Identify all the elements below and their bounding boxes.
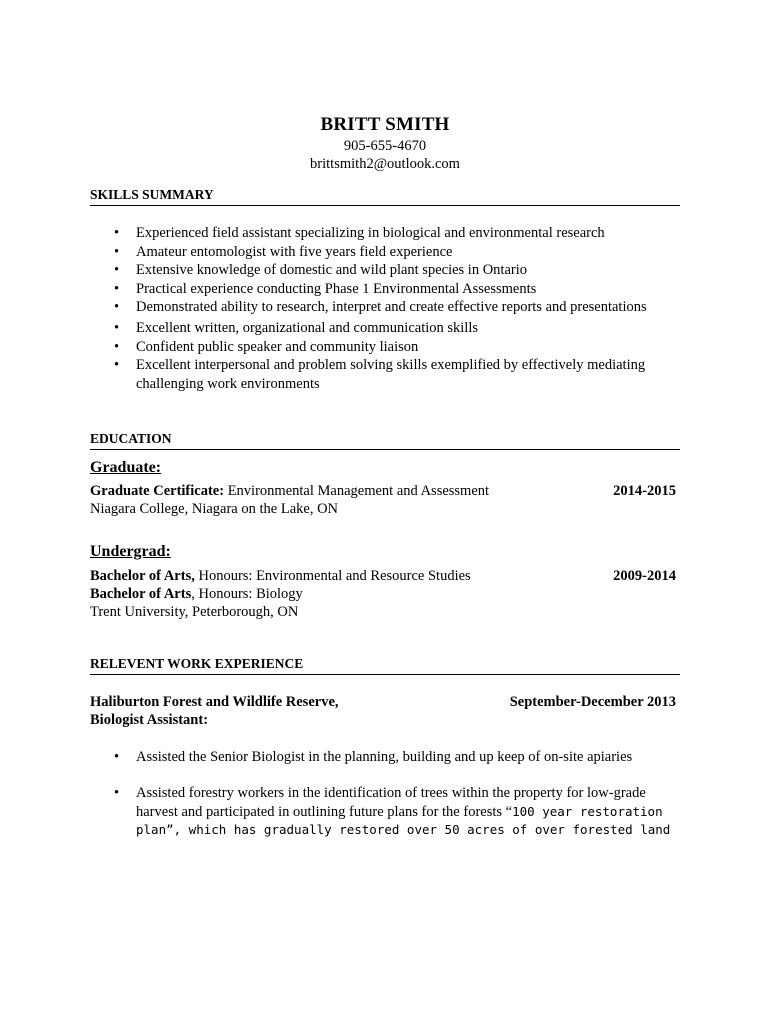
undergrad-degree-2-type: Bachelor of Arts [90,586,192,602]
skills-summary-heading: SKILLS SUMMARY [90,186,680,206]
undergrad-degree-row-1 [90,567,676,585]
duty-item: • Assisted forestry workers in the identification of trees within the property for low-grade harvest and participated in outlining future plans for the forests “100 year restoration plan”, which has gradually restored over 50 acres of over forested land [114,785,671,838]
bullet-icon: • [114,749,120,765]
graduate-credential-row [90,482,676,500]
bullet-icon: • [114,243,120,260]
work-duties-list-2 [90,784,680,840]
undergrad-degree-1-program: Honours: Environmental and Resource Studies [194,568,471,584]
skills-list [90,224,680,393]
education-heading: EDUCATION [90,430,680,450]
bullet-icon: • [114,357,120,374]
skill-item: • Excellent written, organizational and communication skills [114,319,479,336]
skill-item: • Experienced field assistant specializing in biological and environmental research [114,225,605,241]
work-experience-heading: RELEVENT WORK EXPERIENCE [90,655,680,675]
undergrad-degree-1-type: Bachelor of Arts, [90,568,195,584]
skill-item: • Extensive knowledge of domestic and wild plant species in Ontario [114,262,528,279]
graduate-school: Niagara College, Niagara on the Lake, ON [90,501,339,517]
bullet-icon: • [114,225,120,241]
bullet-icon: • [114,280,120,297]
candidate-name: BRITT SMITH [320,114,450,135]
duty-item: • Assisted the Senior Biologist in the planning, building and up keep of on-site apiaries [114,749,633,765]
graduate-credential-type: Graduate Certificate: [90,483,225,499]
skill-item: • Demonstrated ability to research, interpret and create effective reports and presentations [114,299,647,316]
email-address: brittsmith2@outlook.com [310,156,460,172]
undergrad-label: Undergrad: [90,543,171,560]
bullet-icon: • [114,338,120,355]
employer-name: Haliburton Forest and Wildlife Reserve, [90,694,339,710]
undergrad-degree-row-2 [90,585,676,603]
undergrad-school: Trent University, Peterborough, ON [90,604,299,620]
work-duties-list [90,748,680,767]
undergrad-years: 2009-2014 [613,568,676,584]
employment-dates: September-December 2013 [509,694,676,710]
skill-item: • Amateur entomologist with five years field experience [114,243,453,260]
skill-item: • Excellent interpersonal and problem solving skills exemplified by effectively mediating challenging work environments [114,357,646,392]
skill-item: • Confident public speaker and community liaison [114,338,419,355]
employer-row [90,693,676,711]
resume-header [90,113,680,173]
graduate-label: Graduate: [90,459,162,476]
graduate-years: 2014-2015 [613,483,676,499]
bullet-icon: • [114,299,120,316]
graduate-credential-program: Environmental Management and Assessment [224,483,490,499]
bullet-icon: • [114,262,120,279]
bullet-icon: • [114,785,120,801]
skill-item: • Practical experience conducting Phase 1 Environmental Assessments [114,280,537,297]
bullet-icon: • [114,319,120,336]
phone-number: 905-655-4670 [343,138,427,154]
job-title: Biologist Assistant: [90,712,209,728]
undergrad-degree-2-program: , Honours: Biology [191,586,303,602]
